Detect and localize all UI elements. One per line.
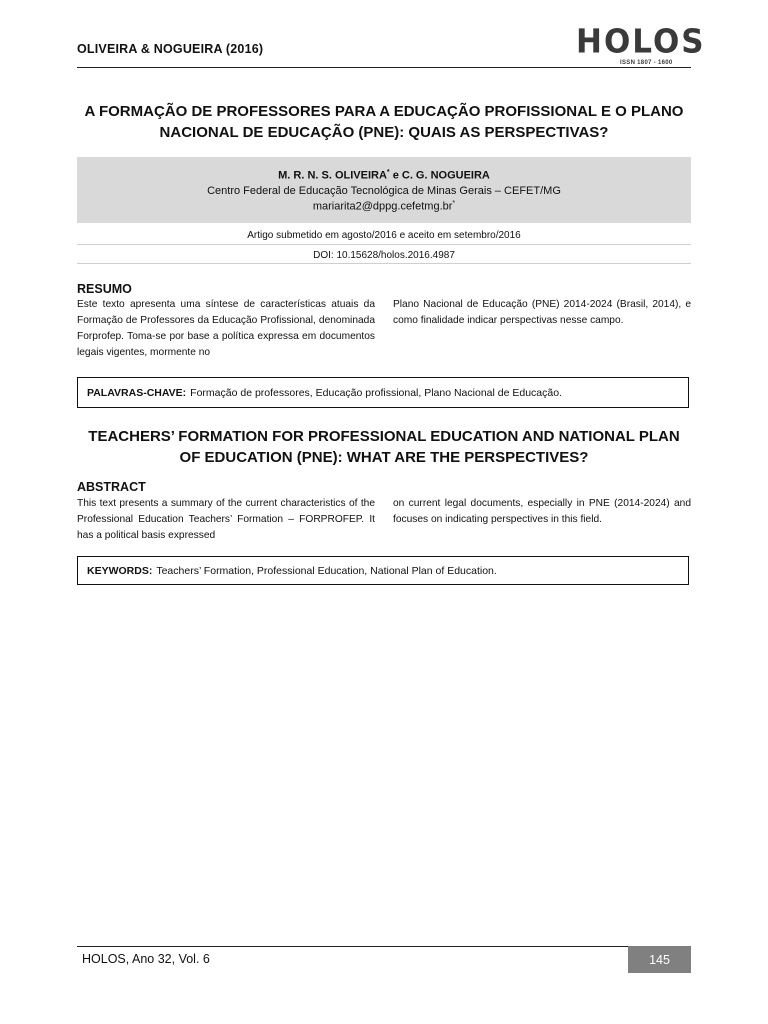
email-line: [77, 200, 691, 213]
logo-wordmark: HOLOS: [576, 23, 706, 61]
palavras-chave-box: [77, 377, 689, 408]
palavras-chave-label: PALAVRAS-CHAVE:: [87, 386, 187, 399]
author-1-mark: *: [386, 169, 390, 176]
footer-journal: HOLOS, Ano 32, Vol. 6: [82, 952, 210, 966]
submission-dates: Artigo submetido em agosto/2016 e aceito em setembro/2016: [247, 230, 521, 241]
logo-issn: ISSN 1807 - 1600: [620, 60, 673, 66]
title-en-line1: TEACHERS’ FORMATION FOR PROFESSIONAL EDUCATION AND NATIONAL PLAN: [88, 428, 680, 445]
author-connector: e: [389, 169, 402, 182]
page-number: 145: [628, 946, 691, 973]
title-pt-line1: A FORMAÇÃO DE PROFESSORES PARA A EDUCAÇÃO PROFISSIONAL E O PLANO: [84, 103, 684, 120]
author-1: M. R. N. S. OLIVEIRA: [278, 169, 387, 182]
resumo-heading: RESUMO: [77, 282, 132, 296]
author-2: C. G. NOGUEIRA: [401, 169, 490, 182]
divider-1: [77, 244, 691, 245]
abstract-heading: ABSTRACT: [77, 480, 146, 494]
author-box: [77, 157, 691, 223]
doi[interactable]: DOI: 10.15628/holos.2016.4987: [313, 250, 455, 261]
abstract-col-2: on current legal documents, especially in PNE (2014-2024) and focuses on indicating perspectives in this field.: [393, 498, 691, 525]
footer-divider: [77, 946, 691, 947]
resumo-col-1: Este texto apresenta uma síntese de características atuais da Formação de Professores da Educação Profissional, denominada Forprofep. Toma-se por base a política expressa em documentos legais vigentes, mormente no: [77, 299, 375, 358]
divider-2: [77, 263, 691, 264]
header-divider: [77, 67, 691, 68]
email-mark: *: [452, 200, 456, 207]
abstract-col-1: This text presents a summary of the current characteristics of the Professional Education Teachers’ Formation – FORPROFEP. It has a political basis expressed: [77, 498, 375, 541]
affiliation: Centro Federal de Educação Tecnológica de Minas Gerais – CEFET/MG: [207, 185, 561, 197]
keywords-text: Teachers’ Formation, Professional Education, National Plan of Education.: [156, 564, 497, 577]
title-en-line2: OF EDUCATION (PNE): WHAT ARE THE PERSPECTIVES?: [179, 449, 589, 466]
resumo-col-2: Plano Nacional de Educação (PNE) 2014-2024 (Brasil, 2014), e como finalidade indicar perspectivas nesse campo.: [393, 299, 691, 326]
keywords-box: [77, 556, 689, 585]
keywords-label: KEYWORDS:: [87, 564, 153, 577]
holos-logo: [576, 23, 706, 68]
palavras-chave-text: Formação de professores, Educação profissional, Plano Nacional de Educação.: [190, 386, 562, 399]
running-head: OLIVEIRA & NOGUEIRA (2016): [77, 42, 264, 56]
title-pt-line2: NACIONAL DE EDUCAÇÃO (PNE): QUAIS AS PERSPECTIVAS?: [159, 124, 609, 141]
author-email[interactable]: mariarita2@dppg.cefetmg.br: [312, 200, 453, 213]
article-title-en: [77, 426, 691, 468]
author-line: [77, 169, 691, 182]
article-title-pt: [77, 101, 691, 143]
